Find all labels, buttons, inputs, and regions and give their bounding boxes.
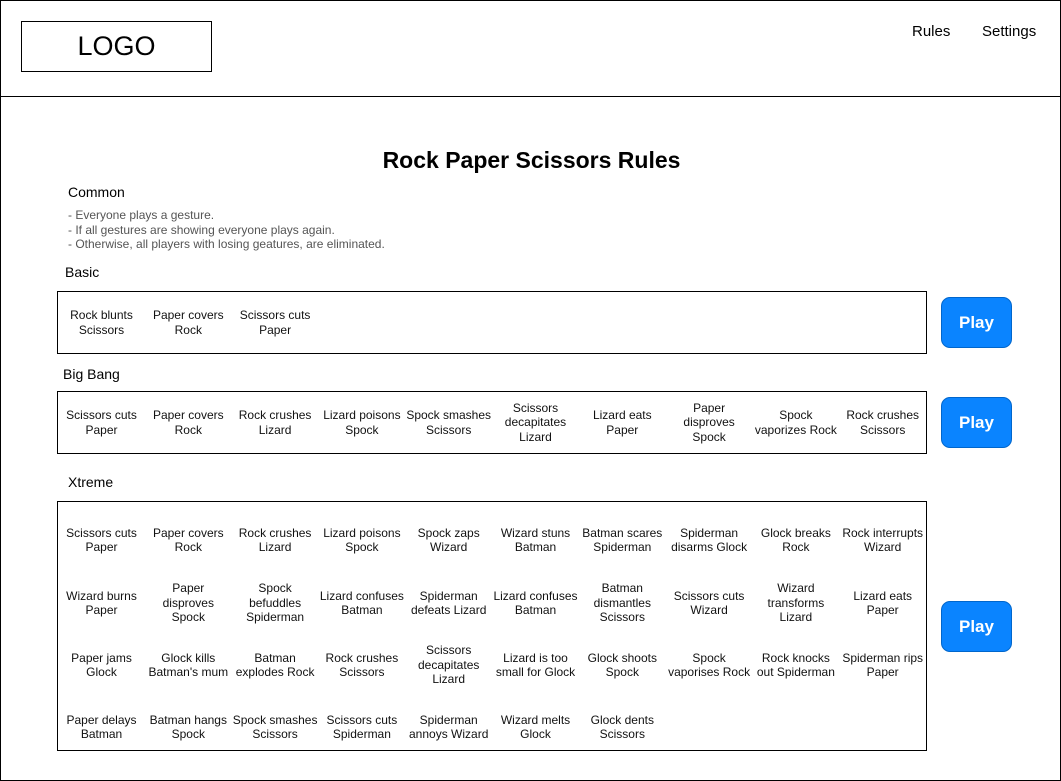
rule-line: Spock smashes xyxy=(232,712,318,727)
rule-line: defeats Lizard xyxy=(410,603,487,617)
rule-line: Scissors cuts xyxy=(239,308,311,322)
rule-line: Lizard poisons xyxy=(323,408,401,422)
rule-item xyxy=(145,635,232,695)
rule-item xyxy=(752,635,839,695)
rule-line: Lizard eats xyxy=(853,588,913,603)
rule-line: Spock xyxy=(171,610,205,625)
rule-item xyxy=(839,573,926,633)
rule-line: Wizard burns xyxy=(66,588,137,603)
rule-line: Lizard xyxy=(519,429,552,444)
rule-item xyxy=(405,510,492,570)
rule-line: Wizard xyxy=(777,581,815,596)
rule-line: Lizard eats xyxy=(592,408,652,422)
rule-line: Spock xyxy=(258,581,292,596)
basic-label: Basic xyxy=(65,264,100,280)
rule-line: Scissors cuts xyxy=(66,408,137,422)
rule-item xyxy=(232,392,319,453)
header xyxy=(1,1,1061,97)
rule-item xyxy=(318,510,405,570)
rule-line: dismantles xyxy=(593,595,651,610)
bigbang-label: Big Bang xyxy=(63,366,120,382)
xtreme-play-button[interactable]: Play xyxy=(941,601,1012,652)
rule-line: Scissors xyxy=(339,665,385,679)
rule-line: annoys Wizard xyxy=(409,727,489,741)
rule-item xyxy=(318,697,405,757)
rule-line: Paper xyxy=(172,581,205,596)
rule-line: Paper jams xyxy=(71,650,132,665)
rule-item xyxy=(666,392,753,453)
rule-line: Glock breaks xyxy=(760,525,831,540)
rule-item xyxy=(58,292,145,353)
rule-line: Wizard xyxy=(864,540,902,554)
xtreme-label: Xtreme xyxy=(68,474,114,490)
rule-line: Wizard xyxy=(430,540,468,554)
rule-line: Rock crushes xyxy=(238,525,312,540)
rule-line: Paper xyxy=(866,665,899,679)
rule-line: Spock xyxy=(345,422,379,437)
rule-line: Rock blunts xyxy=(70,308,133,322)
rule-line: Spock xyxy=(345,540,379,554)
rule-line: Glock xyxy=(520,727,551,741)
rule-line: Paper xyxy=(259,322,292,337)
rule-line: Rock xyxy=(174,540,202,554)
rule-item xyxy=(839,510,926,570)
rule-line: Rock crushes xyxy=(238,408,312,422)
rule-line: Glock xyxy=(86,665,117,679)
rule-line: Spiderman xyxy=(246,610,305,625)
rule-line: Spock xyxy=(692,429,726,444)
rule-item xyxy=(318,392,405,453)
rule-line: Lizard confuses xyxy=(319,588,404,603)
rule-line: disproves xyxy=(683,415,735,430)
rule-line: Wizard xyxy=(690,603,728,617)
rule-line: Scissors xyxy=(426,643,472,658)
rule-line: Batman hangs xyxy=(149,712,227,727)
rule-item xyxy=(492,635,579,695)
rule-line: Rock xyxy=(174,322,202,337)
rule-item xyxy=(492,392,579,453)
rule-line: Scissors xyxy=(512,400,559,415)
rule-line: Spock xyxy=(779,408,813,422)
rule-item xyxy=(666,635,753,695)
nav-settings-link[interactable]: Settings xyxy=(982,23,1037,40)
rule-item xyxy=(232,635,319,695)
rule-item xyxy=(405,573,492,633)
rule-line: Lizard poisons xyxy=(323,525,401,540)
rule-line: Paper xyxy=(85,603,118,617)
rule-item xyxy=(232,510,319,570)
rule-line: Rock knocks xyxy=(761,650,830,665)
common-label: Common xyxy=(68,184,125,200)
rule-line: Paper covers xyxy=(152,408,224,422)
basic-rules-box xyxy=(57,291,927,354)
rule-item xyxy=(752,573,839,633)
rule-line: Scissors cuts xyxy=(66,525,137,540)
rule-item xyxy=(579,510,666,570)
common-rule: - If all gestures are showing everyone plays again. xyxy=(68,222,335,237)
rule-line: Spock zaps xyxy=(417,525,480,540)
rule-line: out Spiderman xyxy=(756,665,835,679)
rule-line: Wizard stuns xyxy=(500,525,571,540)
rule-line: Spiderman xyxy=(593,540,652,554)
rule-line: Batman xyxy=(341,603,383,617)
rule-line: Spiderman xyxy=(419,712,478,727)
rule-line: Paper xyxy=(85,422,118,437)
rule-line: Spiderman xyxy=(332,727,391,741)
rule-line: explodes Rock xyxy=(235,665,315,679)
rule-line: Paper xyxy=(606,422,639,437)
rule-line: befuddles xyxy=(249,595,302,610)
rule-item xyxy=(752,392,839,453)
rule-line: Scissors xyxy=(78,322,125,337)
rule-item xyxy=(492,573,579,633)
rule-item xyxy=(492,697,579,757)
rule-line: Glock shoots xyxy=(587,650,657,665)
rule-line: Spock smashes xyxy=(406,408,492,422)
rule-line: Batman's mum xyxy=(148,665,229,679)
rule-item xyxy=(839,635,926,695)
rule-line: decapitates xyxy=(417,657,480,672)
rule-item xyxy=(666,510,753,570)
rule-item xyxy=(145,392,232,453)
rule-line: disarms Glock xyxy=(671,540,748,554)
rule-item xyxy=(492,510,579,570)
rule-item xyxy=(579,697,666,757)
rule-item xyxy=(579,573,666,633)
rule-item xyxy=(232,292,319,353)
rule-line: Lizard confuses xyxy=(493,588,578,603)
rule-item xyxy=(318,573,405,633)
rule-item xyxy=(232,697,319,757)
rule-line: Rock xyxy=(782,540,810,554)
bigbang-play-button[interactable]: Play xyxy=(941,397,1012,448)
rule-line: Spiderman rips xyxy=(842,650,924,665)
rule-line: Scissors cuts xyxy=(673,588,745,603)
rule-item xyxy=(145,697,232,757)
rule-line: Scissors xyxy=(599,727,645,741)
basic-play-button[interactable]: Play xyxy=(941,297,1012,348)
rule-line: Rock xyxy=(174,422,202,437)
rule-line: Paper covers xyxy=(152,525,224,540)
rule-item xyxy=(58,510,145,570)
rule-item xyxy=(318,635,405,695)
rule-line: Batman xyxy=(514,603,557,617)
rule-line: Batman xyxy=(601,581,643,596)
common-rules xyxy=(68,208,385,252)
rule-line: Paper xyxy=(866,603,899,617)
rule-line: Paper xyxy=(85,540,118,554)
page-title: Rock Paper Scissors Rules xyxy=(382,147,681,173)
rule-line: Paper xyxy=(693,400,726,415)
rule-item xyxy=(405,392,492,453)
rule-line: Paper delays xyxy=(66,712,137,727)
rule-item xyxy=(145,573,232,633)
rule-item xyxy=(405,635,492,695)
rule-line: Scissors xyxy=(252,727,298,741)
rule-line: small for Glock xyxy=(495,665,576,679)
rule-line: Spiderman xyxy=(680,525,739,540)
rule-line: Paper covers xyxy=(152,308,224,322)
rule-item xyxy=(58,392,145,453)
rule-line: Glock kills xyxy=(161,650,216,665)
xtreme-rules-box xyxy=(57,501,927,751)
rule-line: Spock xyxy=(692,650,726,665)
rule-line: disproves xyxy=(162,595,214,610)
rule-line: Spock xyxy=(605,665,639,679)
rule-line: Scissors xyxy=(599,610,645,625)
rule-line: Lizard is too xyxy=(503,650,568,665)
rule-item xyxy=(145,510,232,570)
rule-line: transforms xyxy=(767,595,825,610)
rule-line: Lizard xyxy=(258,422,292,437)
rule-item xyxy=(58,573,145,633)
rule-line: vaporizes Rock xyxy=(754,422,837,437)
bigbang-rules-box xyxy=(57,391,927,454)
rule-item xyxy=(232,573,319,633)
rule-item xyxy=(839,392,926,453)
rule-line: Glock dents xyxy=(590,712,654,727)
rule-line: Lizard xyxy=(779,610,813,625)
rule-line: vaporises Rock xyxy=(668,665,751,679)
common-rule: - Otherwise, all players with losing geatures, are eliminated. xyxy=(68,237,385,251)
rule-line: Scissors xyxy=(426,422,472,437)
rule-line: Lizard xyxy=(258,540,292,554)
rule-item xyxy=(579,392,666,453)
rule-line: Scissors xyxy=(860,422,906,437)
rule-line: Batman xyxy=(254,650,296,665)
rule-line: Wizard melts xyxy=(500,712,571,727)
rule-item xyxy=(145,292,232,353)
rule-line: Lizard xyxy=(432,672,466,687)
rule-item xyxy=(752,510,839,570)
rule-line: Spock xyxy=(171,727,205,741)
rule-item xyxy=(58,697,145,757)
rule-line: Rock crushes xyxy=(325,650,399,665)
rule-item xyxy=(58,635,145,695)
rule-line: decapitates xyxy=(504,415,567,430)
logo: LOGO xyxy=(21,21,212,72)
nav-rules-link[interactable]: Rules xyxy=(912,23,951,40)
rule-line: Rock crushes xyxy=(846,408,920,422)
rule-line: Scissors cuts xyxy=(326,712,398,727)
rule-line: Batman xyxy=(80,727,123,741)
rule-item xyxy=(405,697,492,757)
rule-line: Batman xyxy=(514,540,557,554)
rule-line: Batman scares xyxy=(582,525,663,540)
common-rule: - Everyone plays a gesture. xyxy=(68,208,215,222)
rule-line: Spiderman xyxy=(419,588,478,603)
rule-item xyxy=(579,635,666,695)
rule-item xyxy=(666,573,753,633)
rule-line: Rock interrupts xyxy=(842,525,924,540)
